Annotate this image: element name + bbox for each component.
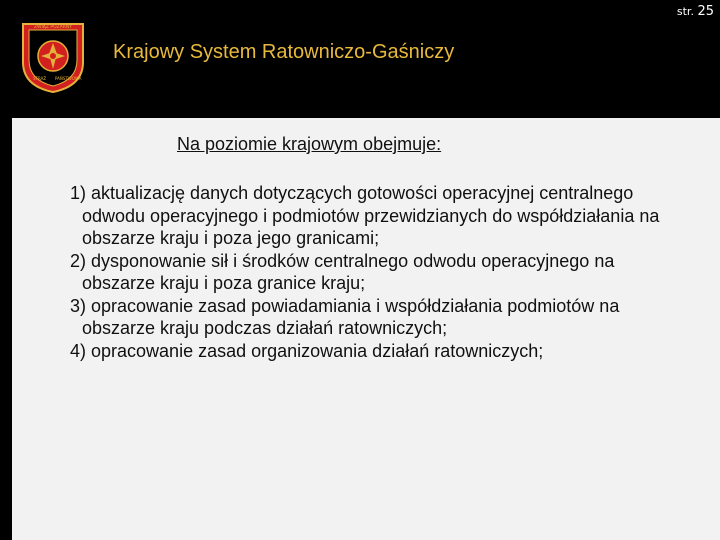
- list-item: 2) dysponowanie sił i środków centralnego odwodu operacyjnego na obszarze kraju i poza granice kraju;: [70, 250, 615, 293]
- fire-brigade-emblem-icon: [17, 18, 89, 94]
- page-number-value: 25: [697, 4, 714, 19]
- page-title: Krajowy System Ratowniczo-Gaśniczy: [113, 41, 455, 63]
- list-item: 1) aktualizację danych dotyczących gotowości operacyjnej centralnego odwodu operacyjnego i podmiotów przewidzianych do współdziałania na obszarze kraju i poza jego granicami;: [70, 183, 660, 248]
- logo-right-text: PAŃSTWOWA: [55, 76, 82, 81]
- page-number-prefix: str.: [676, 5, 694, 18]
- list-item: 3) opracowanie zasad powiadamiania i współdziałania podmiotów na obszarze kraju podczas działań ratowniczych;: [70, 295, 620, 338]
- list-item: 4) opracowanie zasad organizowania działań ratowniczych;: [70, 340, 544, 361]
- logo-top-text: ZWIĄZ POŻARNY: [33, 25, 73, 30]
- duties-list: [70, 182, 690, 362]
- content-subtitle: Na poziomie krajowym obejmuje:: [177, 134, 442, 154]
- content-panel: [12, 118, 720, 540]
- page-number: [677, 4, 714, 19]
- header-bar: [0, 0, 720, 113]
- logo-left-text: STRAŻ: [33, 76, 47, 81]
